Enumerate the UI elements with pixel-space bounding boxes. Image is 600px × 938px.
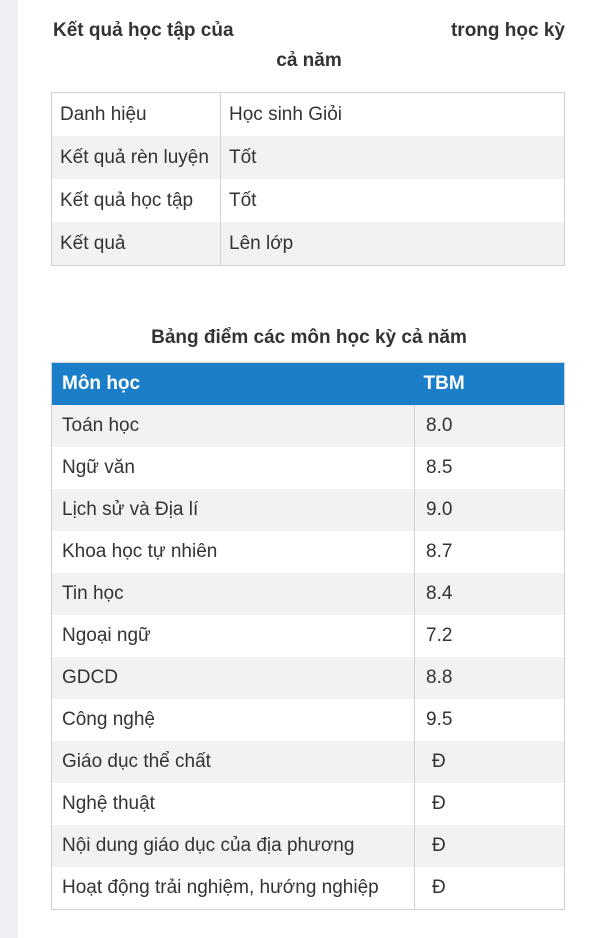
subject-cell: Nội dung giáo dục của địa phương <box>52 825 415 867</box>
subject-cell: Toán học <box>52 405 415 447</box>
table-row <box>52 531 565 573</box>
summary-row <box>52 93 565 137</box>
subject-cell: Ngoại ngữ <box>52 615 415 657</box>
subject-cell: Nghệ thuật <box>52 783 415 825</box>
score-cell: Đ <box>415 783 565 825</box>
summary-value: Học sinh Giỏi <box>221 93 565 137</box>
summary-value: Tốt <box>221 136 565 179</box>
table-row <box>52 741 565 783</box>
grades-table <box>51 362 565 910</box>
summary-label: Danh hiệu <box>52 93 221 137</box>
subject-cell: Ngữ văn <box>52 447 415 489</box>
summary-table <box>51 92 565 266</box>
score-cell: 8.5 <box>415 447 565 489</box>
table-row <box>52 573 565 615</box>
table-row <box>52 405 565 447</box>
score-cell: 8.0 <box>415 405 565 447</box>
grades-title: Bảng điểm các môn học kỳ cả năm <box>151 327 467 348</box>
table-row <box>52 489 565 531</box>
subject-cell: Tin học <box>52 573 415 615</box>
subject-cell: Hoạt động trải nghiệm, hướng nghiệp <box>52 867 415 910</box>
table-row <box>52 699 565 741</box>
report-page <box>18 0 600 938</box>
table-row <box>52 615 565 657</box>
table-row <box>52 825 565 867</box>
summary-row <box>52 136 565 179</box>
summary-label: Kết quả học tập <box>52 179 221 222</box>
result-heading-line2: cả năm <box>276 50 342 71</box>
score-cell: 8.7 <box>415 531 565 573</box>
summary-label: Kết quả <box>52 222 221 266</box>
result-heading-right: trong học kỳ <box>450 20 565 41</box>
summary-label: Kết quả rèn luyện <box>52 136 221 179</box>
subject-cell: Công nghệ <box>52 699 415 741</box>
grades-header-row <box>52 363 565 406</box>
result-heading-left: Kết quả học tập của <box>53 20 234 41</box>
table-row <box>52 657 565 699</box>
table-row <box>52 783 565 825</box>
subject-cell: GDCD <box>52 657 415 699</box>
score-cell: 8.4 <box>415 573 565 615</box>
table-row <box>52 447 565 489</box>
summary-value: Lên lớp <box>221 222 565 266</box>
score-cell: 9.5 <box>415 699 565 741</box>
score-cell: Đ <box>415 825 565 867</box>
summary-value: Tốt <box>221 179 565 222</box>
score-column-header: TBM <box>415 363 565 406</box>
summary-row <box>52 222 565 266</box>
subject-cell: Khoa học tự nhiên <box>52 531 415 573</box>
score-cell: 9.0 <box>415 489 565 531</box>
summary-row <box>52 179 565 222</box>
score-cell: 7.2 <box>415 615 565 657</box>
subject-cell: Lịch sử và Địa lí <box>52 489 415 531</box>
score-cell: 8.8 <box>415 657 565 699</box>
score-cell: Đ <box>415 867 565 910</box>
score-cell: Đ <box>415 741 565 783</box>
subject-cell: Giáo dục thể chất <box>52 741 415 783</box>
table-row <box>52 867 565 910</box>
subject-column-header: Môn học <box>52 363 415 406</box>
